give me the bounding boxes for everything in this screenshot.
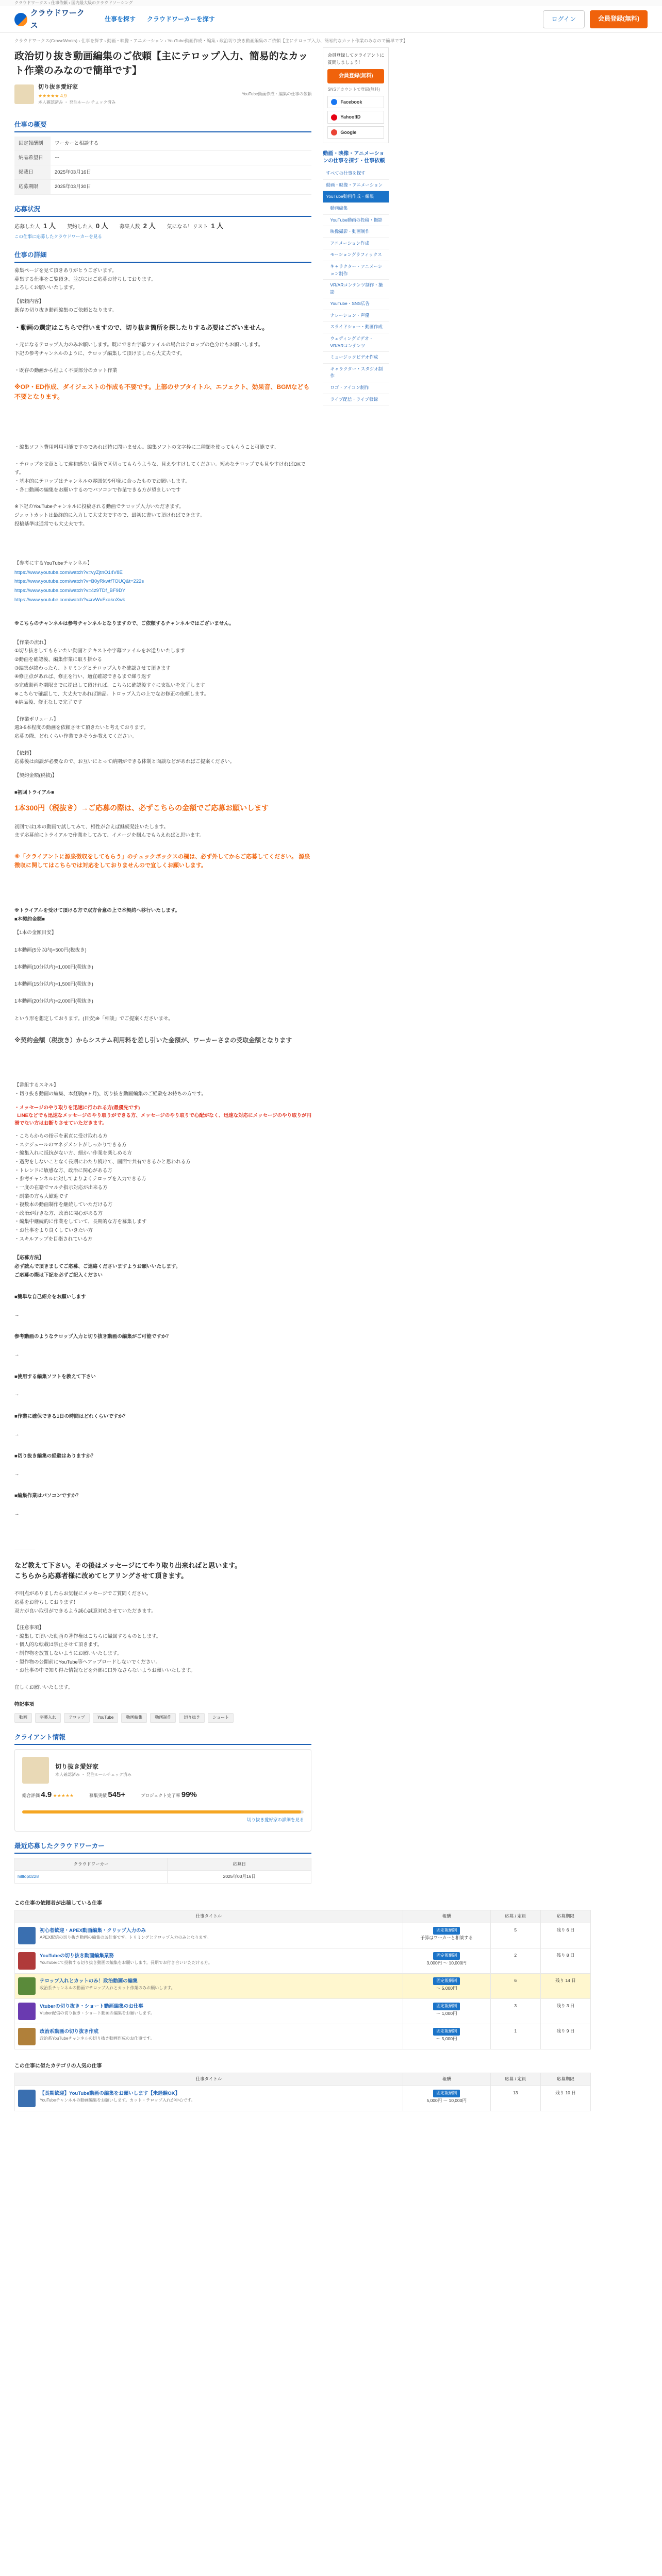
logo-icon [14,13,27,26]
skill-tag[interactable]: 動画 [14,1713,32,1723]
skill-tag[interactable]: 動画制作 [150,1713,176,1723]
column-header: 応募 / 定員 [490,1910,540,1923]
job-row-title[interactable]: 初心者歓迎・APEX動画編集・クリップ入力のみ [40,1927,146,1934]
category-item[interactable]: モーショングラフィックス [323,249,389,261]
detail-emphasis: ・動画の選定はこちらで行いますので、切り抜き箇所を探したりする必要はございません。 [14,324,269,332]
job-thumbnail[interactable] [18,1952,36,1970]
sidebar-register-button[interactable]: 会員登録(無料) [327,69,384,83]
job-row-limit: 残り 10 日 [540,2086,590,2111]
category-item[interactable]: 映像撮影・動画制作 [323,226,389,238]
category-item[interactable]: 動画編集 [323,203,389,215]
client-card-avatar[interactable] [22,1757,49,1784]
job-thumbnail[interactable] [18,1927,36,1944]
job-row-desc: YouTubeにて投稿する切り抜き動画の編集をお願いします。長期でお付き合いいただける方。 [40,1960,212,1965]
column-header: 応募期限 [540,1910,590,1923]
job-row-title[interactable]: Vtuberの切り抜き・ショート動画編集のお仕事 [40,2003,143,2009]
category-item[interactable]: ナレーション・声優 [323,310,389,322]
similar-jobs-heading: この仕事に似たカテゴリの人気の仕事 [14,2063,102,2069]
job-row-badge: 固定報酬制 [433,2028,460,2036]
skill-tag[interactable]: YouTube [93,1713,118,1723]
refs-title: 【参考にするYouTubeチャンネル】 [14,561,92,567]
question-item: ■作業に確保できる1日の時間はどれくらいですか？ [14,1413,128,1419]
job-row-title[interactable]: 【長期歓迎】YouTube動画の編集をお願いします【未経験OK】 [40,2090,180,2096]
page-body [0,47,662,1884]
job-row-reward: ～ 1,000円 [436,2010,457,2016]
job-detail-body: 募集ページを見て頂きありがとうございます。 募集する仕事をご覧頂き、並びにはご応募お待ちしております。 よろしくお願いいたします。 【依頼内容】 既存の切り抜き動画編集のご依頼となります。 ・動画の選定はこちらで行いますので、切り抜き箇所を探したりする必要はございません。 ・元になるテロップ入力のみお願いします。既にできた字幕ファイルの場合はテロップの色分けもお願いします。 下記の参考チャンネルのように、テロップ編集して頂けましたら大丈夫です。 ・既存の動画から程よく不要部分のカット作業 ※OP・ED作成、ダイジェストの作成も不要です。上部のサブタイトル、エフェクト、効果音、BGMなども不要となります。 ・編集ソフト費用料用可能ですのであれば特に問いません。編集ソフトの文字枠に二種類を使ってもらうこと可能です。 ・テロップを文章として違和感ない箇所で区切ってもらうような、見えやすけしてください。短めなテロップでも見やすければOKです。 ・基本的にテロップはチャンネルの雰囲気や印象に合ったものでお願いします。 ・各口動画の編集をお願いするのでパソコンで作業できる方が望ましいです ※下記のYouTubeチャンネルに投稿される動画でテロップ入力いただきます。 ジェットカットは最終的に入力して大丈夫ですので、最初に書いて頂ければできます。 投稿基準は通常でも大丈夫です。 【参考にするYouTubeチャンネル】 https://www.youtube.com/watch?v=vyZjtnO14V8E https://www.youtube.com/watch?v=B0yRkwtfTOUQ&t=222s https://www.youtube.com/watch?v=4z9TDf_BF9DY https://www.youtube.com/watch?v=rvWuFxakoXwk ※こちらのチャンネルは参考チャンネルとなりますので、ご依頼するチャンネルではございません。 【作業の流れ】 ①切り抜きしてもらいたい動画とテキストや字幕ファイルをお送りいたします ②動画を確認後、編集作業に取り掛かる ③編集が終わったら、トリミングとテロップ入りを確認させて頂きます ④修正点があれば、修正を行い、適宜確認できるまで繰り返す ⑤完成動画を期限までに提出して頂ければ、こちらに確認後すぐに支払いを完了します ※こちらで確認して、大丈夫であれば納品。トロップ入力の上でなお修正の依頼します。 ※納品後、修正なしで完了です 【作業ボリューム】 週3-5本程度の動画を依頼させて頂きたいと考えております。 応募の際、どれくらい作業できそうか教えてください。 【依頼】 応募後は面談が必要なので、お互いにとって納期ができる体制と面談などがあればご提案ください。 【契約金額(税抜)】 ■初回トライアル■ 1本300円（税抜き）→ご応募の際は、必ずこちらの金額でご応募お願いします 初回では1本の動画で試してみて、相性が合えば継続発注いたします。 まず応募前にトライアルで作業をしてみて、イメージを掴んでもらえればと思います。 ※「クライアントに源泉徴収をしてもらう」のチェックボックスの欄は、必ず外してからご応募してください。 源泉徴収に関してはこちらでは対応をしておりませんので宜しくお願いします。 ※トライアルを受けて頂ける方で双方合意の上で本契約へ移行いたします。 ■本契約金額■ 【1本の金額目安】 1本動画(5分以内)=500円(税抜き) 1本動画(10分以内)=1,000円(税抜き) 1本動画(15分以内)=1,500円(税抜き) 1本動画(20分以内)=2,000円(税抜き) という形を想定しております。(目安)※「相談」でご提案くださいませ。 ※契約金額（税抜き）からシステム利用料を差し引いた金額が、ワーカーさまの受取金額となります 【番組するスキル】 ・切り抜き動画の編集、本経験(6ヶ月)、切り抜き動画編集のご経験をお持ちの方です。 ・メッセージのやり取りを迅速に行われる方(最優先です) LINEなどでも迅速なメッセージのやり取りができる方、メッセージのやり取りで心配がなく、迅速な対応にメッセージのやり取りが円滑でない方はお断りさせていただきます。 ・こちらからの指示を素直に受け取れる方 ・スケジュールのマネジメントがしっかりできる方 ・編集入れに抵抗がない方、細かい作業を楽しめる方 ・過労をしないことなく長期にわたり続けて、画面で共有できるかと思われる方 ・トレンドに敏感な方、政治に関心がある方 ・参考チャンネルに対してよりよくテロップを入力できる方 ・一度の在籍でマルチ指示対応が出来る方 ・副業の方も大歓迎です ・複数本の動画制作を継続していただける方 ・政治が好きな方、政治に関心がある方 ・編集中継続的に作業をしていて、長期的な方を募集します ・お仕事をより良くしていきたい方 ・スキルアップを目指されている方 【応募方法】 必ず読んで頂きましてご応募、ご連絡くださいますようお願いいたします。 ご応募の際は下記を必ずご記入ください ■簡単な自己紹介をお願いします → 参考動画のようなテロップ入力と切り抜き動画の編集がご可能ですか？ → ■使用する編集ソフトを教えて下さい → ■作業に確保できる1日の時間はどれくらいですか？ → ■切り抜き編集の経験はありますか？ → ■編集作業はパソコンですか？ → など教えて下さい。その後はメッセージにてやり取り出来ればと思います。 こちらから応募者様に改めてヒアリングさせて頂きます。 不明点がありましたらお気軽にメッセージでご質問ください。 応募をお待ちしております！ 双方が良い取引ができるよう誠心誠意対応させていただきます。 【注意事項】 ・編集して頂いた動画の著作権はこちらに帰属するものとします。 ・個人的な転載は禁止させて頂きます。 ・制作物を放置しないようにお願いいたします。 ・製作物の公開前にYouTube等へアップロードしないでください。 ・お仕事の中で知り得た情報などを外部に口外なさらないようお願いいたします。 宜しくお願いいたします。 [14,267,311,1692]
job-row-count: 6 [490,1973,540,1998]
job-category-meta: YouTube動画作成・編集の仕事の依頼 [241,92,312,97]
detail-paragraph: 【注意事項】 ・編集して頂いた動画の著作権はこちらに帰属するものとします。 ・個人的な転載は禁止させて頂きます。 ・制作物を放置しないようにお願いいたします。 ・製作物の公開前にYouTube等へアップロードしないでください。 ・お仕事の中で知り得た情報などを外部に口外なさらないようお願いいたします。 [14,1625,195,1674]
column-header: 仕事タイトル [15,1910,403,1923]
job-thumbnail[interactable] [18,2003,36,2020]
detail-paragraph: ■初回トライアル■ [14,789,55,795]
client-card-stats [22,1789,304,1801]
breadcrumb[interactable]: クラウドワークス(CrowdWorks) › 仕事を探す › 動画・映像・アニメーション › YouTube動画作成・編集 › 政治切り抜き動画編集のご依頼【主にテロップ入力、簡易的なカット作業のみなので簡単です】 [14,38,408,43]
reference-link[interactable]: https://www.youtube.com/watch?v=rvWuFxakoXwk [14,597,125,603]
job-row-limit: 残り 6 日 [540,1923,590,1948]
google-icon [331,129,337,135]
category-item[interactable]: YouTube・SNS広告 [323,298,389,310]
question-item: ■編集作業はパソコンですか？ [14,1493,81,1499]
detail-paragraph: 【応募方法】 必ず読んで頂きましてご応募、ご連絡くださいますようお願いいたします。 ご応募の際は下記を必ずご記入ください [14,1255,181,1278]
job-row-badge: 固定報酬制 [433,1927,460,1935]
skill-tags [14,1713,311,1723]
detail-paragraph: ・こちらからの指示を素直に受け取れる方 ・スケジュールのマネジメントがしっかりできる方 ・編集入れに抵抗がない方、細かい作業を楽しめる方 ・過労をしないことなく長期にわたり続けて、画面で共有できるかと思われる方 ・トレンドに敏感な方、政治に関心がある方 ・参考チャンネルに対してよりよくテロップを入力できる方 ・一度の在籍でマルチ指示対応が出来る方 ・副業の方も大歓迎です ・複数本の動画制作を継続していただける方 ・政治が好きな方、政治に関心がある方 ・編集中継続的に作業をしていて、長期的な方を募集します ・お仕事をより良くしていきたい方 ・スキルアップを目指されている方 [14,1133,191,1242]
overview-label: 固定報酬制 [14,137,51,151]
job-row-reward: 予算はワーカーと相談する [420,1935,473,1940]
skill-tag[interactable]: 字幕入れ [35,1713,61,1723]
category-item[interactable]: アニメーション作成 [323,238,389,250]
column-header: 報酬 [403,2073,490,2086]
job-thumbnail[interactable] [18,2090,36,2107]
applied-date: 2025年03月16日 [168,1871,311,1884]
yahoo-login[interactable]: Yahoo!ID [327,111,384,123]
detail-paragraph: 【番組するスキル】 ・切り抜き動画の編集、本経験(6ヶ月)、切り抜き動画編集のご経験をお持ちの方です。 [14,1082,206,1097]
detail-emphasis: ※こちらのチャンネルは参考チャンネルとなりますので、ご依頼するチャンネルではございません。 [14,621,234,627]
detail-paragraph: 【作業ボリューム】 週3-5本程度の動画を依頼させて頂きたいと考えております。 応募の際、どれくらい作業できそうか教えてください。 [14,716,148,740]
client-detail-link[interactable]: 切り抜き愛好家の詳細を見る [246,1817,304,1822]
job-row-desc: Vtuber配信の切り抜き・ショート動画の編集をお願いします。 [40,2010,155,2015]
sns-note: SNSアカウントで登録(無料) [327,87,380,92]
sidebar-register-text: 会員登録してクライアントに質問しましょう！ [327,53,385,65]
category-item[interactable]: キャラクター・アニメーション制作 [323,261,389,280]
job-row-count: 1 [490,2024,540,2049]
job-row-title[interactable]: 政治系動画の切り抜き作成 [40,2028,99,2035]
category-item[interactable]: キャラクター・スタジオ制作 [323,364,389,382]
job-row-badge: 固定報酬制 [433,1952,460,1960]
job-row-desc: 政治系チャンネルの動画でテロップ入れとカット作業のみお願いします。 [40,1985,175,1990]
client-name[interactable]: 切り抜き愛好家 [38,84,78,91]
category-item[interactable]: ライブ配信・ライブ収録 [323,394,389,406]
job-row[interactable] [15,1973,591,1998]
applicants-link[interactable]: この仕事に応募したクラウドワーカーを見る [14,234,102,240]
job-row-reward: ～ 5,000円 [436,1985,457,1991]
question-item: 参考動画のようなテロップ入力と切り抜き動画の編集がご可能ですか？ [14,1334,171,1340]
column-header: 応募日 [168,1858,311,1871]
job-row-badge: 固定報酬制 [433,2090,460,2097]
nav-find-jobs[interactable]: 仕事を探す [105,15,136,23]
recent-applicants-table [14,1858,311,1884]
job-row-reward: 5,000円 ～ 10,000円 [426,2097,467,2103]
overview-label: 掲載日 [14,165,51,180]
similar-jobs-table [14,2073,591,2111]
detail-paragraph: ・編集ソフト費用料用可能ですのであれば特に問いません。編集ソフトの文字枠に二種類を使ってもらうこと可能です。 ・テロップを文章として違和感ない箇所で区切ってもらうような、見えやすけしてください。短めなテロップでも見やすければOKです。 ・基本的にテロップはチャンネルの雰囲気や印象に合ったものでお願いします。 ・各口動画の編集をお願いするのでパソコンで作業できる方が望ましいです [14,444,306,493]
column-header: 仕事タイトル [15,2073,403,2086]
question-item: ■使用する編集ソフトを教えて下さい [14,1374,96,1380]
job-row-limit: 残り 8 日 [540,1948,590,1973]
detail-paragraph: 不明点がありましたらお気軽にメッセージでご質問ください。 応募をお待ちしております！ 双方が良い取引ができるよう誠心誠意対応させていただきます。 [14,1591,156,1614]
overview-heading: 仕事の概要 [14,120,311,132]
related-jobs [0,1899,662,2049]
column-header: クラウドワーカー [15,1858,168,1871]
table-row [14,151,311,165]
reference-links [14,568,311,604]
apply-stats [14,221,311,232]
job-row-desc: YouTubeチャンネルの動画編集をお願いします。カット・テロップ入れが中心です。 [40,2098,195,2103]
apply-heading: 応募状況 [14,204,311,217]
job-row-title[interactable]: テロップ入れとカットのみ！政治動画の編集 [40,1978,138,1984]
top-strip: クラウドワークス › 仕事依頼 › 国内最大級のクラウドソーシング [0,0,662,6]
completion-bar [22,1810,304,1814]
main-column [14,47,311,1884]
site-header [0,6,662,33]
detail-paragraph: 【契約金額(税抜)】 [14,772,57,778]
job-row-badge: 固定報酬制 [433,1977,460,1985]
column-header: 応募 / 定員 [490,2073,540,2086]
column-header: 報酬 [403,1910,490,1923]
job-row[interactable] [15,2086,591,2111]
detail-heading: 仕事の詳細 [14,250,311,263]
question-item: ■切り抜き編集の経験はありますか？ [14,1453,96,1460]
category-list [323,168,389,405]
category-item[interactable]: YouTube動画の投稿・撮影 [323,215,389,227]
job-row-reward: ～ 5,000円 [436,2036,457,2041]
client-card-name[interactable]: 切り抜き愛好家 [55,1762,99,1770]
skill-tag[interactable]: テロップ [64,1713,90,1723]
detail-paragraph: 初回では1本の動画で試してみて、相性が合えば継続発注いたします。 まず応募前にトライアルで作業をしてみて、イメージを掴んでもらえればと思います。 [14,824,205,839]
category-item[interactable]: すべての仕事を探す [323,168,389,180]
job-row[interactable] [15,2024,591,2049]
related-jobs-heading: この仕事の依頼者が出稿している仕事 [14,1900,102,1906]
category-item[interactable]: ミュージックビデオ作成 [323,352,389,364]
client-info-heading: クライアント情報 [14,1732,311,1745]
reference-link[interactable]: https://www.youtube.com/watch?v=4z9TDf_BF9DY [14,588,126,594]
detail-paragraph: 【1本の金額目安】 1本動画(5分以内)=500円(税抜き) 1本動画(10分以内)=1,000円(税抜き) 1本動画(15分以内)=1,500円(税抜き) 1本動画(20分以内)=2,000円(税抜き) という形を想定しております。(目安)※「相談」でご提案くださいませ。 [14,930,173,1022]
overview-label: 納品希望日 [14,151,51,165]
header-actions [543,10,648,28]
stat-watchlist: 気になる！リスト 1 人 [167,222,224,230]
closing-emphasis: など教えて下さい。その後はメッセージにてやり取り出来ればと思います。 こちらから応募者様に改めてヒアリングさせて頂きます。 [14,1561,242,1580]
job-thumbnail[interactable] [18,2028,36,2045]
stat-applied: 応募した人 1 人 [14,222,56,230]
login-button[interactable]: ログイン [543,10,585,28]
applicant-link[interactable]: hilltop0228 [18,1874,39,1879]
job-row-limit: 残り 9 日 [540,2024,590,2049]
job-row-badge: 固定報酬制 [433,2003,460,2010]
reference-link[interactable]: https://www.youtube.com/watch?v=B0yRkwtfTOUQ&t=222s [14,579,144,585]
table-row [14,165,311,180]
job-row-reward: 3,000円 ～ 10,000円 [426,1960,467,1965]
related-jobs-table [14,1910,591,2049]
sidebar [323,47,389,1884]
skill-tag[interactable]: ショート [208,1713,234,1723]
site-logo[interactable] [14,7,89,32]
overview-value: ワーカーと相談する [51,137,311,151]
job-row-title[interactable]: YouTubeの切り抜き動画編集業務 [40,1953,114,1959]
client-rate-stat: プロジェクト完了率 99% [141,1790,197,1799]
overview-value: 2025年03月30日 [51,180,311,194]
client-avatar[interactable] [14,84,34,104]
stat-capacity: 募集人数 2 人 [119,222,156,230]
detail-emphasis: ※OP・ED作成、ダイジェストの作成も不要です。上部のサブタイトル、エフェクト、効果音、BGMなども不要となります。 [14,383,310,401]
client-summary[interactable]: 切り抜き愛好家 ★★★★★ 4.9 本人確認済み ・ 発注ルール チェック済み YouTube動画作成・編集の仕事の依頼 [14,83,311,106]
google-login[interactable]: Google [327,126,384,139]
client-rating-stat: 総合評価 4.9 ★★★★★ [22,1790,74,1799]
job-row[interactable] [15,1923,591,1948]
category-item[interactable]: ウェディングビデオ・VR/ARコンテンツ [323,333,389,352]
overview-value: ー [51,151,311,165]
facebook-icon [331,99,337,105]
job-row[interactable] [15,1998,591,2024]
table-row [15,1871,311,1884]
detail-paragraph: ※トライアルを受けて頂ける方で双方合意の上で本契約へ移行いたします。 ■本契約金額■ [14,908,180,922]
facebook-login[interactable]: Facebook [327,96,384,108]
job-thumbnail[interactable] [18,1977,36,1995]
register-button[interactable]: 会員登録(無料) [590,10,648,28]
category-item[interactable]: スライドショー・動画作成 [323,321,389,333]
overview-label: 応募期限 [14,180,51,194]
job-row[interactable] [15,1948,591,1973]
header-nav [105,14,215,24]
requirement-emphasis: ・メッセージのやり取りを迅速に行われる方(最優先です) LINEなどでも迅速なメッセージのやり取りができる方、メッセージのやり取りで心配がなく、迅速な対応にメッセージのやり取りが円滑でない方はお断りさせていただきます。 [14,1105,312,1126]
skill-tag[interactable]: 切り抜き [179,1713,205,1723]
client-verified: 本人確認済み [38,100,63,105]
overview-table [14,137,311,195]
job-row-limit: 残り 14 日 [540,1973,590,1998]
client-count-stat: 募集実績 545+ [89,1790,126,1799]
yahoo-icon [331,114,337,121]
detail-paragraph: 【依頼】 応募後は面談が必要なので、お互いにとって納期ができる体制と面談などがあればご提案ください。 [14,750,235,765]
recent-heading: 最近応募したクラウドワーカー [14,1841,311,1854]
category-item[interactable]: ロゴ・アイコン制作 [323,382,389,394]
withholding-warning: ※「クライアントに源泉徴収をしてもらう」のチェックボックスの欄は、必ず外してからご応募してください。 源泉徴収に関してはこちらでは対応をしておりませんので宜しくお願いします。 [14,853,310,869]
detail-paragraph: 宜しくお願いいたします。 [14,1684,73,1690]
client-card-rules: 発注ルールチェック済み [86,1772,132,1777]
client-card: 切り抜き愛好家 本人確認済み ・ 発注ルールチェック済み 総合評価 4.9 ★★★★★ 募集実績 545+ プロジェクト完了率 99% 切り抜き愛好家の詳細を見る [14,1749,311,1832]
client-card-verified: 本人確認済み [55,1772,80,1777]
detail-paragraph: ・既存の動画から程よく不要部分のカット作業 [14,367,118,374]
detail-paragraph: ※下記のYouTubeチャンネルに投稿される動画でテロップ入力いただきます。 ジェットカットは最終的に入力して大丈夫ですので、最初に書いて頂ければできます。 投稿基準は通常でも大丈夫です。 [14,504,205,527]
job-row-desc: 政治系YouTubeチャンネルの切り抜き動画作成のお仕事です。 [40,2036,155,2041]
category-item[interactable]: 動画・映像・アニメーション [323,180,389,192]
category-item[interactable]: VR/ARコンテンツ制作・撮影 [323,280,389,298]
job-row-count: 13 [490,2086,540,2111]
detail-paragraph: 募集ページを見て頂きありがとうございます。 募集する仕事をご覧頂き、並びにはご応募お待ちしております。 よろしくお願いいたします。 [14,268,156,291]
category-title: 動画・映像・アニメーションの仕事を探す・仕事依頼 [323,151,385,164]
stat-contracted: 契約した人 0 人 [67,222,108,230]
detail-paragraph: 【依頼内容】 既存の切り抜き動画編集のご依頼となります。 [14,298,117,313]
table-row [14,180,311,194]
job-row-count: 5 [490,1923,540,1948]
detail-paragraph: 【作業の流れ】 ①切り抜きしてもらいたい動画とテキストや字幕ファイルをお送りいたします ②動画を確認後、編集作業に取り掛かる ③編集が終わったら、トリミングとテロップ入りを確認させて頂きます ④修正点があれば、修正を行い、適宜確認できるまで繰り返す ⑤完成動画を期限までに提出して頂ければ、こちらに確認後すぐに支払いを完了します ※こちらで確認して、大丈夫であれば納品。トロップ入力の上でなお修正の依頼します。 ※納品後、修正なしで完了です [14,639,209,706]
client-rating: ★★★★★ 4.9 [38,93,67,98]
skill-tag[interactable]: 動画編集 [121,1713,147,1723]
skills-heading: 特記事項 [14,1701,35,1707]
reference-link[interactable]: https://www.youtube.com/watch?v=vyZjtnO14V8E [14,569,123,575]
completion-bar-fill [22,1810,301,1814]
sidebar-register-box [323,47,389,143]
column-header: 応募期限 [540,2073,590,2086]
logo-text: クラウドワークス [30,8,85,30]
similar-jobs [0,2062,662,2111]
nav-find-workers[interactable]: クラウドワーカーを探す [147,15,215,23]
job-row-count: 3 [490,1998,540,2024]
table-row [14,137,311,151]
question-item: ■簡単な自己紹介をお願いします [14,1294,86,1300]
detail-paragraph: ・元になるテロップ入力のみお願いします。既にできた字幕ファイルの場合はテロップの色分けもお願いします。 下記の参考チャンネルのように、テロップ編集して頂けましたら大丈夫です。 [14,342,263,357]
job-row-count: 2 [490,1948,540,1973]
category-item-active[interactable]: YouTube動画作成・編集 [323,191,389,203]
overview-value: 2025年03月16日 [51,165,311,180]
client-rules: 発注ルール チェック済み [69,100,116,105]
price-emphasis: 1本300円（税抜き）→ご応募の際は、必ずこちらの金額でご応募お願いします [14,804,269,812]
job-row-limit: 残り 3 日 [540,1998,590,2024]
job-row-desc: APEX配信の切り抜き動画の編集のお仕事です。トリミングとテロップ入力のみとなります。 [40,1935,211,1940]
job-title: 政治切り抜き動画編集のご依頼【主にテロップ入力、簡易的なカット作業のみなので簡単です】 [14,51,308,76]
fee-note: ※契約金額（税抜き）からシステム利用料を差し引いた金額が、ワーカーさまの受取金額となります [14,1037,292,1044]
